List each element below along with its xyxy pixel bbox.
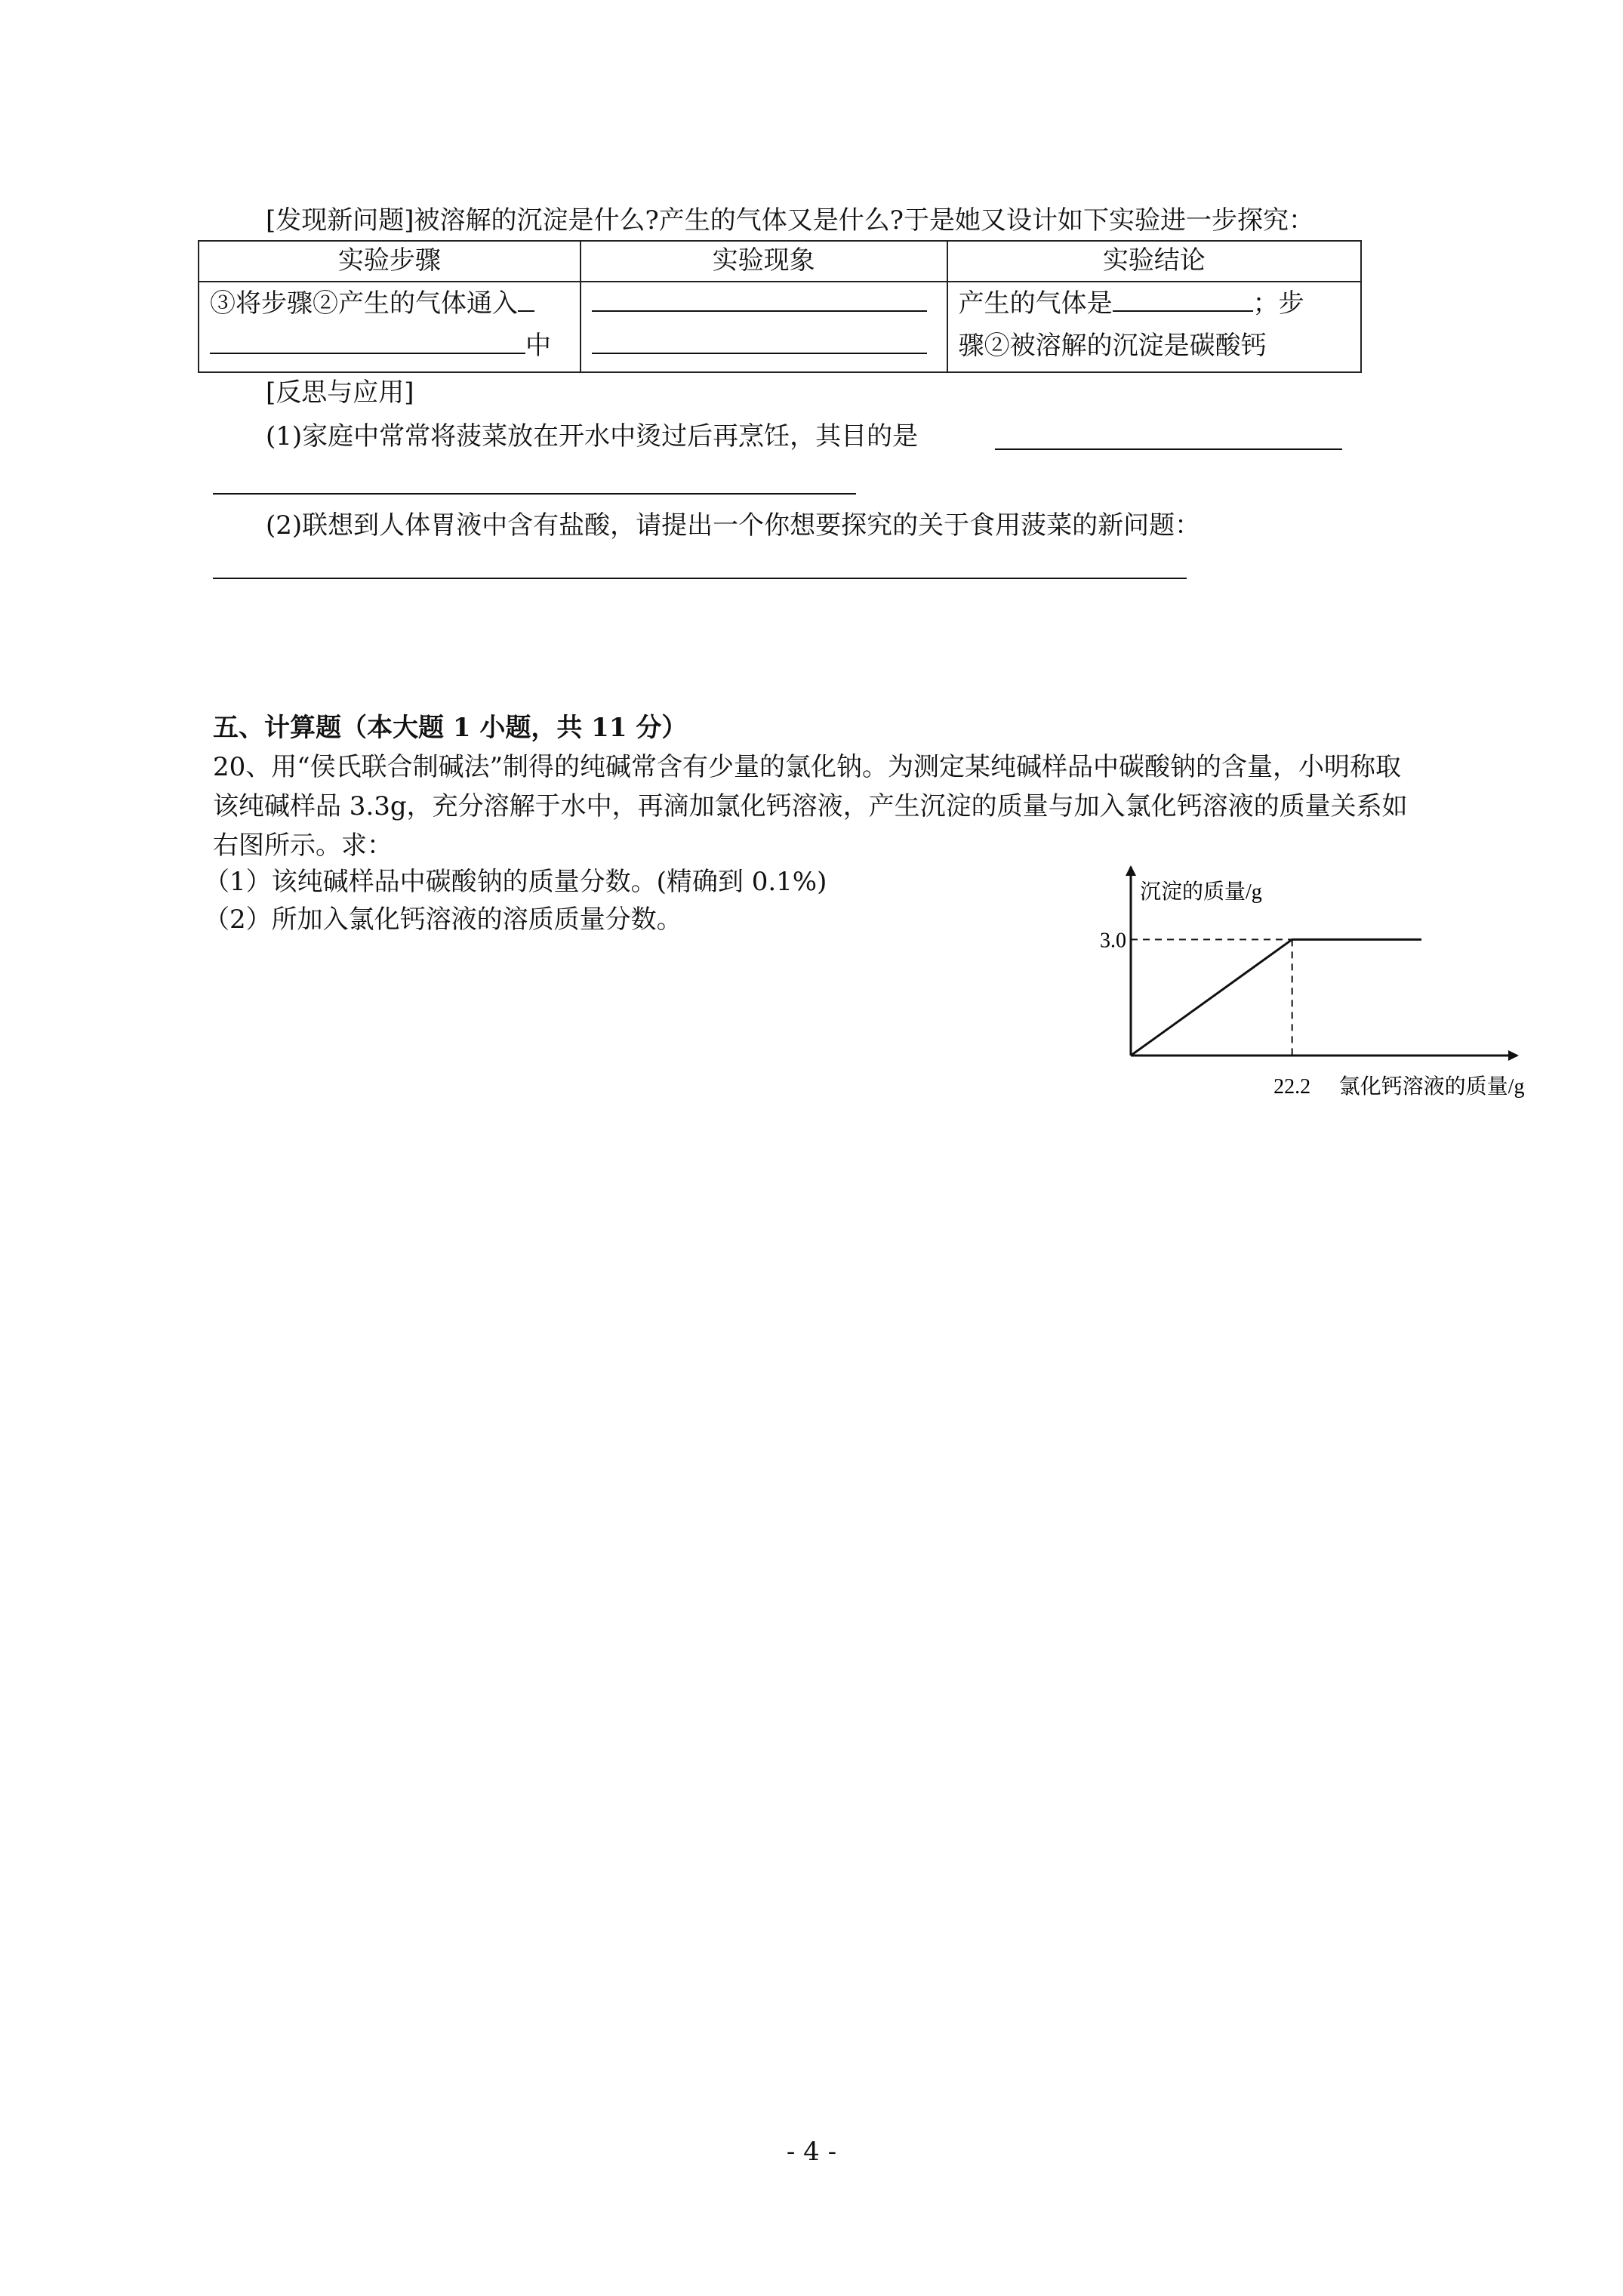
page-number: - 4 -	[786, 2137, 837, 2167]
conclusion-text-b: ；步	[1252, 288, 1304, 319]
step-blank-a[interactable]	[518, 286, 534, 312]
q20-line3: 右图所示。求：	[213, 831, 393, 861]
precipitate-chart	[1072, 838, 1540, 1110]
q20-line1: 20、用“侯氏联合制碱法”制得的纯碱常含有少量的氯化钠。为测定某纯碱样品中碳酸钠的含量，小明称取	[213, 752, 1402, 782]
section-heading: 五、计算题（本大题 1 小题，共 11 分）	[213, 713, 688, 743]
conclusion-blank[interactable]	[1113, 286, 1253, 312]
q2-answer-line[interactable]	[213, 578, 1187, 579]
reflection-heading: [反思与应用]	[266, 378, 414, 408]
header-step: 实验步骤	[199, 241, 581, 282]
conclusion-text-a: 产生的气体是	[958, 288, 1113, 319]
q1-answer-line-b[interactable]	[213, 493, 856, 495]
q1-answer-line-a[interactable]	[995, 448, 1342, 450]
step-text: ③将步骤②产生的气体通入	[210, 288, 518, 319]
y-axis-label: 沉淀的质量/g	[1140, 880, 1262, 904]
table-row	[199, 282, 1361, 372]
phenomenon-blank-a[interactable]	[592, 286, 927, 312]
step-blank-b[interactable]	[210, 328, 525, 354]
x-tick-label: 22.2	[1273, 1075, 1311, 1099]
q20-line2: 该纯碱样品 3.3g，充分溶解于水中，再滴加氯化钙溶液，产生沉淀的质量与加入氯化钙溶液的质量关系如	[213, 791, 1408, 821]
phenomenon-blank-b[interactable]	[592, 328, 927, 354]
table-header-row	[199, 241, 1361, 282]
experiment-table	[198, 240, 1362, 373]
q20-sub2: （2）所加入氯化钙溶液的溶质质量分数。	[204, 905, 682, 935]
discovery-intro: [发现新问题]被溶解的沉淀是什么?产生的气体又是什么?于是她又设计如下实验进一步探究：	[266, 205, 1314, 236]
reflection-q1: (1)家庭中常常将菠菜放在开水中烫过后再烹饪，其目的是	[266, 421, 919, 451]
step-end-text: 中	[525, 331, 551, 361]
y-tick-label: 3.0	[1100, 929, 1126, 953]
reflection-q2: (2)联想到人体胃液中含有盐酸，请提出一个你想要探究的关于食用菠菜的新问题：	[266, 510, 1201, 541]
cell-step	[199, 282, 581, 372]
header-conclusion: 实验结论	[947, 241, 1361, 282]
q20-sub1: （1）该纯碱样品中碳酸钠的质量分数。(精确到 0.1%)	[204, 867, 827, 897]
cell-conclusion	[947, 282, 1361, 372]
series-line	[1131, 939, 1421, 1056]
header-phenomenon: 实验现象	[581, 241, 947, 282]
x-axis-label: 氯化钙溶液的质量/g	[1338, 1075, 1525, 1099]
cell-phenomenon	[581, 282, 947, 372]
conclusion-text-c: 骤②被溶解的沉淀是碳酸钙	[958, 331, 1267, 361]
